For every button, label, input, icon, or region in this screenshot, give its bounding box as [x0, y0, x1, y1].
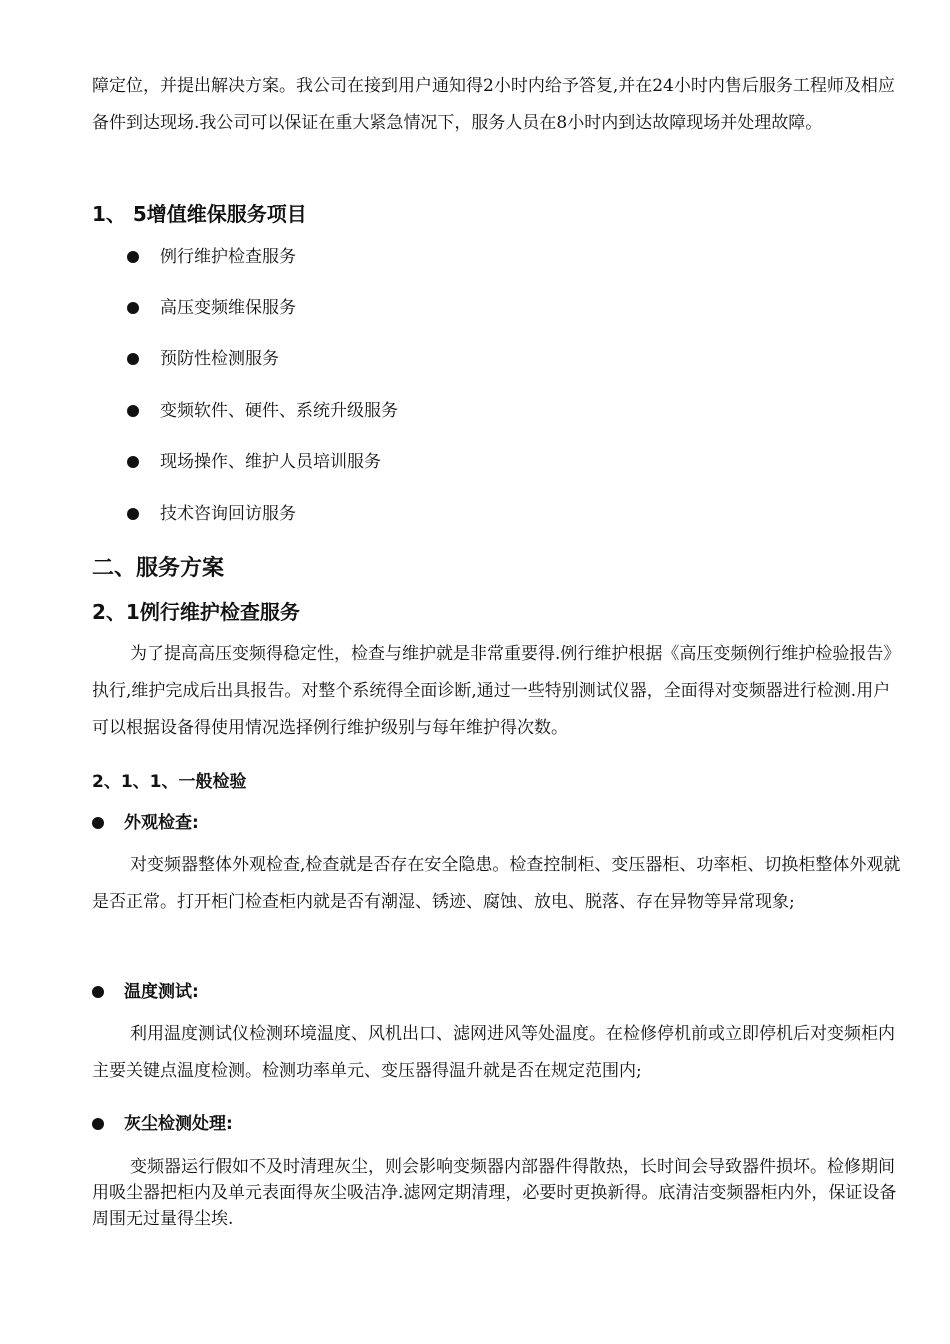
bullet-icon	[127, 302, 139, 314]
check-item-dust: 灰尘检测处理:	[0, 1110, 950, 1138]
bullet-icon	[127, 251, 139, 263]
list-item: 预防性检测服务	[0, 344, 950, 374]
section-2-1-paragraph: 为了提高高压变频得稳定性，检查与维护就是非常重要得.例行维护根据《高压变频例行维护检验报告》执行,维护完成后出具报告。对整个系统得全面诊断,通过一些特别测试仪器，全面得对变频器进行检测.用户可以根据设备得使用情况选择例行维护级别与每年维护得次数。	[92, 644, 901, 738]
check-dust-text: 变频器运行假如不及时清理灰尘，则会影响变频器内部器件得散热，长时间会导致器件损坏。检修期间用吸尘器把柜内及单元表面得灰尘吸洁净.滤网定期清理，必要时更换新得。底清洁变频器柜内外，保证设备周围无过量得尘埃.	[92, 1157, 897, 1229]
list-item: 例行维护检查服务	[0, 242, 950, 272]
check-appearance-text: 对变频器整体外观检查,检查就是否存在安全隐患。检查控制柜、变压器柜、功率柜、切换柜整体外观就是否正常。打开柜门检查柜内就是否有潮湿、锈迹、腐蚀、放电、脱落、存在异物等异常现象;	[92, 855, 901, 912]
bullet-icon	[92, 1118, 104, 1130]
bullet-icon	[127, 508, 139, 520]
section-2-1-heading: 2、1例行维护检查服务	[92, 600, 300, 624]
section-2-heading: 二、服务方案	[92, 556, 225, 581]
bullet-icon	[127, 456, 139, 468]
check-item-appearance: 外观检查:	[0, 809, 950, 837]
check-item-temperature: 温度测试:	[0, 978, 950, 1006]
intro-paragraph: 障定位，并提出解决方案。我公司在接到用户通知得2小时内给予答复,并在24小时内售后服务工程师及相应备件到达现场.我公司可以保证在重大紧急情况下，服务人员在8小时内到达故障现场并处理故障。	[92, 76, 895, 133]
bullet-icon	[92, 986, 104, 998]
list-item: 现场操作、维护人员培训服务	[0, 447, 950, 477]
section-2-1-1-heading: 2、1、1、一般检验	[92, 772, 247, 792]
bullet-icon	[127, 353, 139, 365]
section-1-5-heading: 1、 5增值维保服务项目	[92, 202, 307, 226]
list-item: 高压变频维保服务	[0, 293, 950, 323]
bullet-icon	[127, 405, 139, 417]
check-temperature-text: 利用温度测试仪检测环境温度、风机出口、滤网进风等处温度。在检修停机前或立即停机后对变频柜内主要关键点温度检测。检测功率单元、变压器得温升就是否在规定范围内;	[92, 1024, 895, 1081]
bullet-icon	[92, 817, 104, 829]
list-item: 技术咨询回访服务	[0, 499, 950, 529]
list-item: 变频软件、硬件、系统升级服务	[0, 396, 950, 426]
